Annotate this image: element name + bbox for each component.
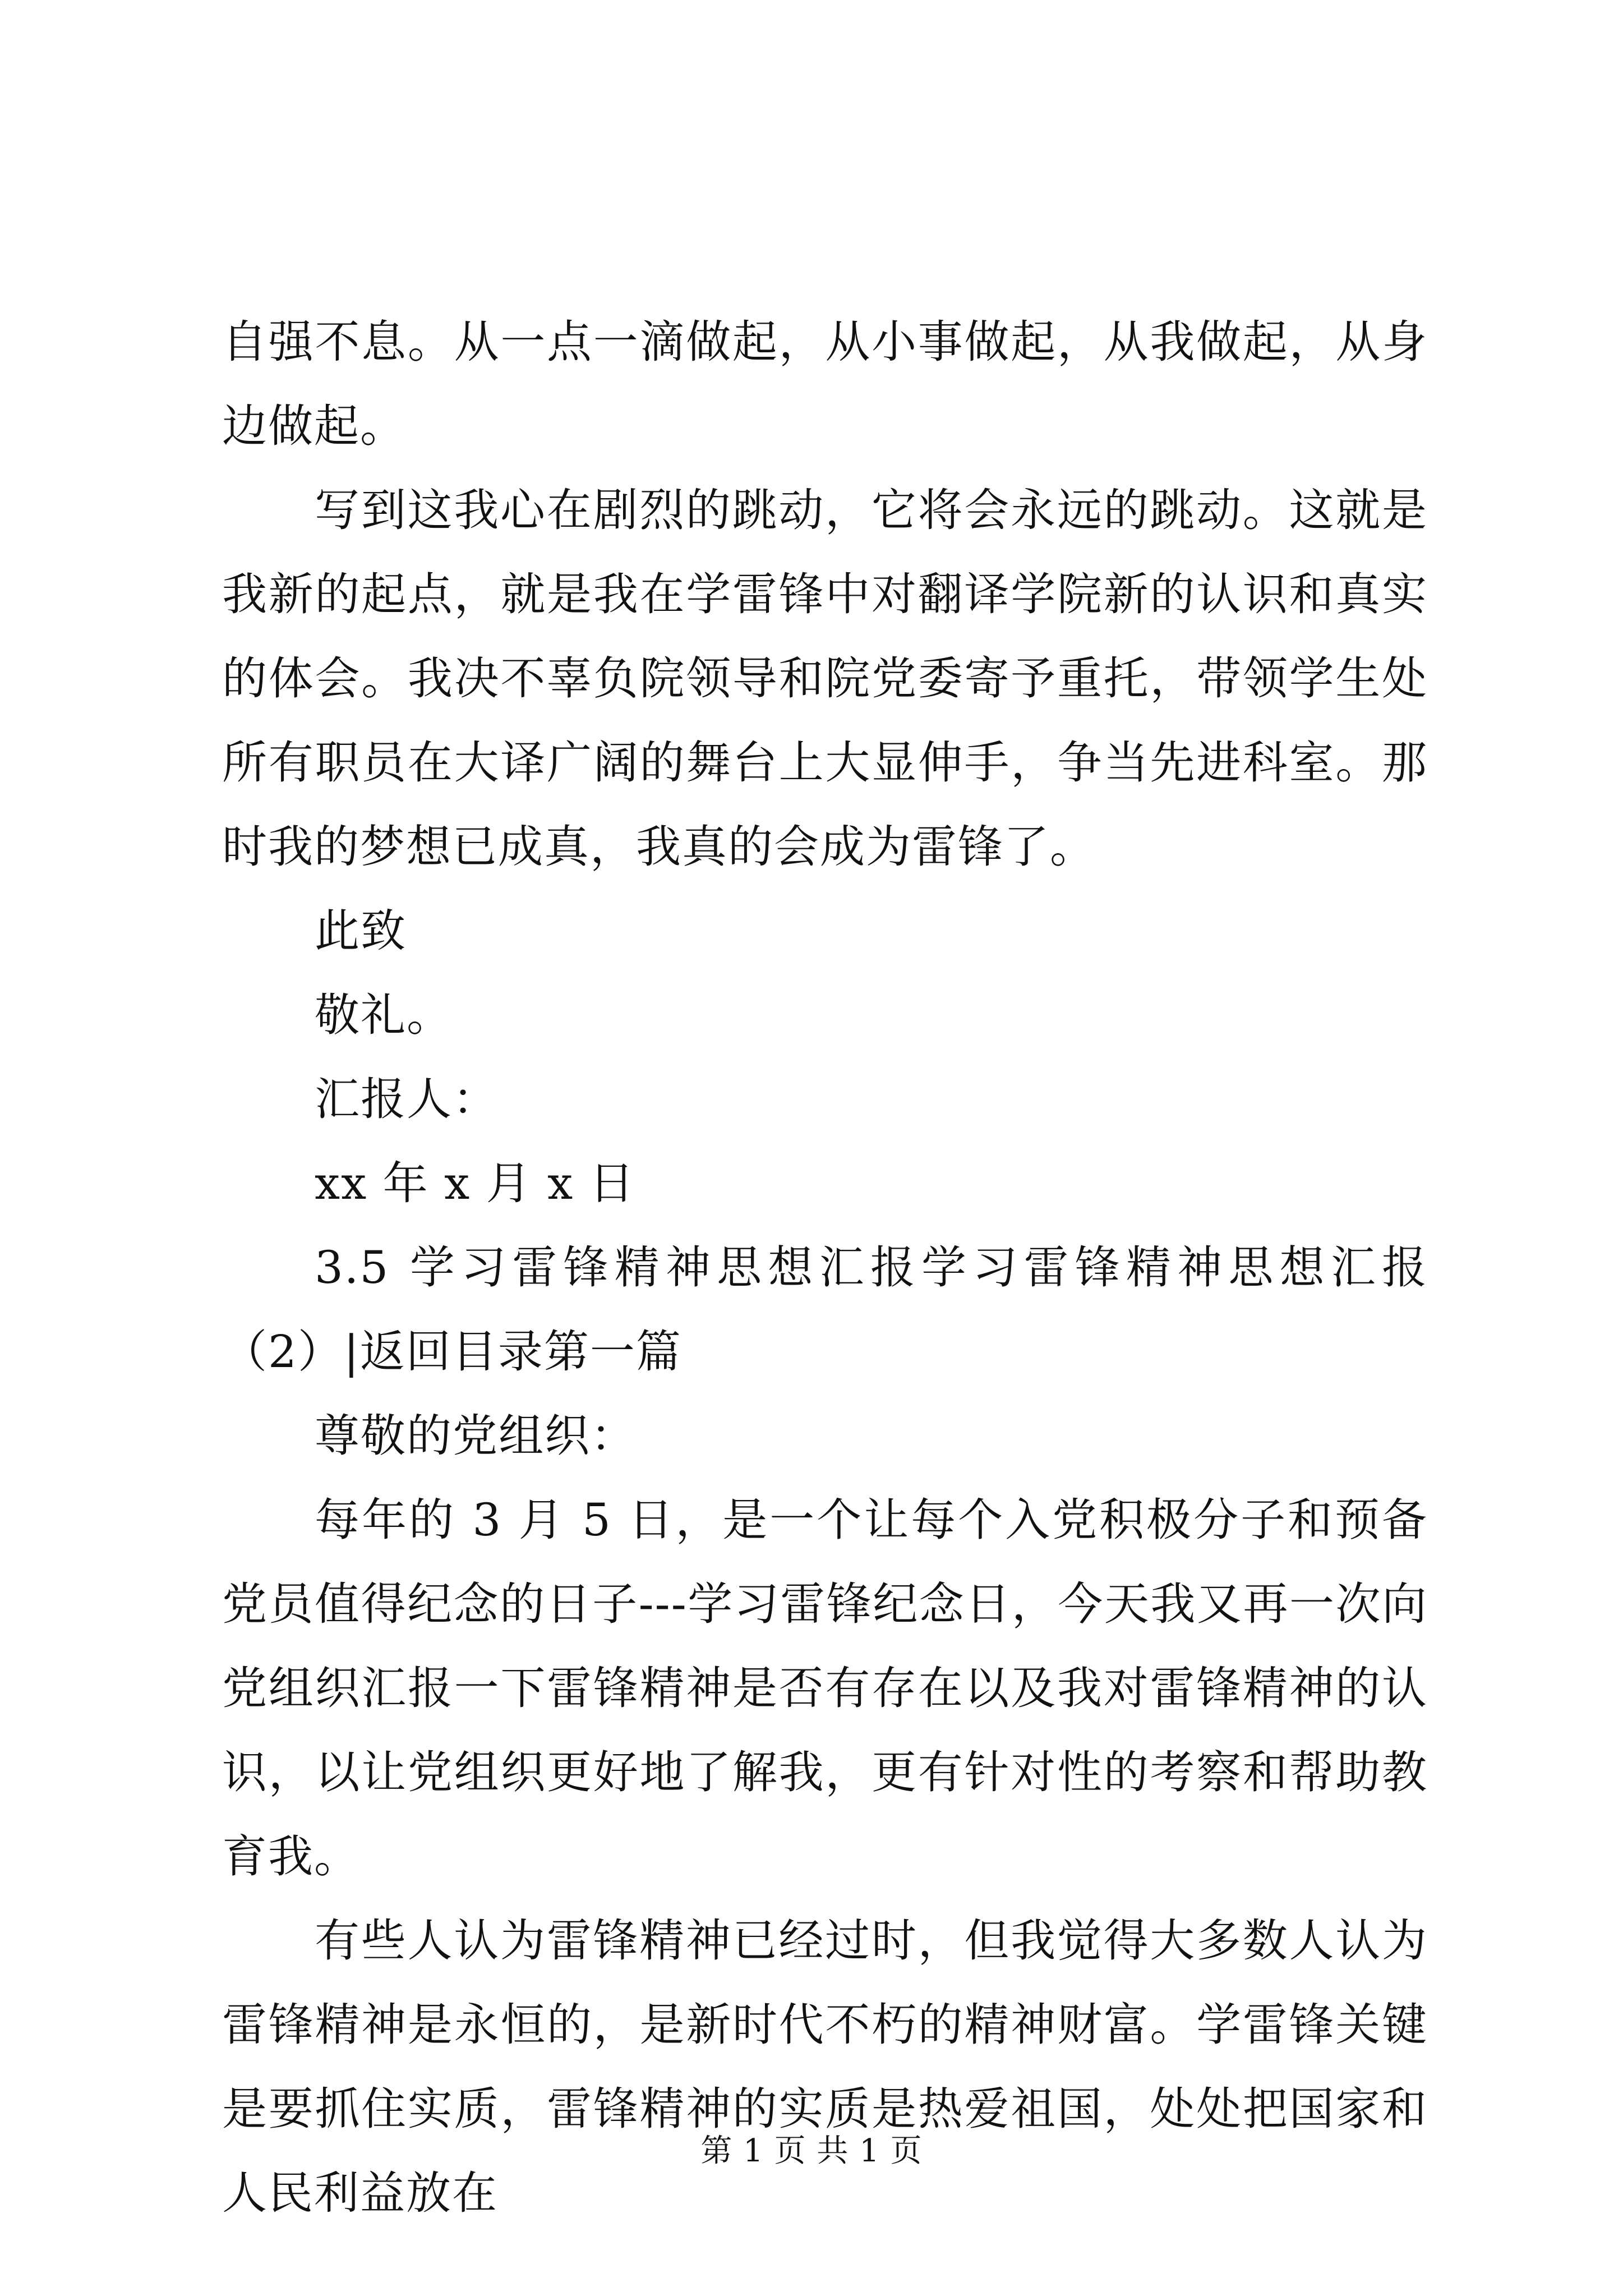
paragraph-body: 有些人认为雷锋精神已经过时，但我觉得大多数人认为雷锋精神是永恒的，是新时代不朽的精神财富。学雷锋关键是要抓住实质，雷锋精神的实质是热爱祖国，处处把国家和人民利益放在 <box>222 1915 1428 2219</box>
document-body <box>222 300 1428 2235</box>
closing-regards: 敬礼。 <box>315 989 453 1041</box>
paragraph-new-start: 写到这我心在剧烈的跳动，它将会永远的跳动。这就是我新的起点，就是我在学雷锋中对翻译学院新的认识和真实的体会。我决不辜负院领导和院党委寄予重托，带领学生处所有职员在大译广阔的舞台上大显伸手，争当先进科室。那时我的梦想已成真，我真的会成为雷锋了。 <box>222 484 1428 873</box>
paragraph-continuation: 自强不息。从一点一滴做起，从小事做起，从我做起，从身边做起。 <box>222 316 1428 452</box>
reporter-label: 汇报人： <box>315 1073 499 1125</box>
greeting: 尊敬的党组织： <box>315 1410 637 1462</box>
paragraph-intro: 每年的 3 月 5 日，是一个让每个入党积极分子和预备党员值得纪念的日子---学习雷锋纪念日，今天我又再一次向党组织汇报一下雷锋精神是否有存在以及我对雷锋精神的认识，以让党组织更好地了解我，更有针对性的考察和帮助教育我。 <box>222 1494 1428 1883</box>
section-heading: 3.5 学习雷锋精神思想汇报学习雷锋精神思想汇报（2）|返回目录第一篇 <box>222 1241 1428 1378</box>
report-date: xx 年 x 月 x 日 <box>315 1157 635 1209</box>
closing-salutation: 此致 <box>315 905 407 957</box>
page-footer: 第 1 页 共 1 页 <box>700 2133 923 2169</box>
